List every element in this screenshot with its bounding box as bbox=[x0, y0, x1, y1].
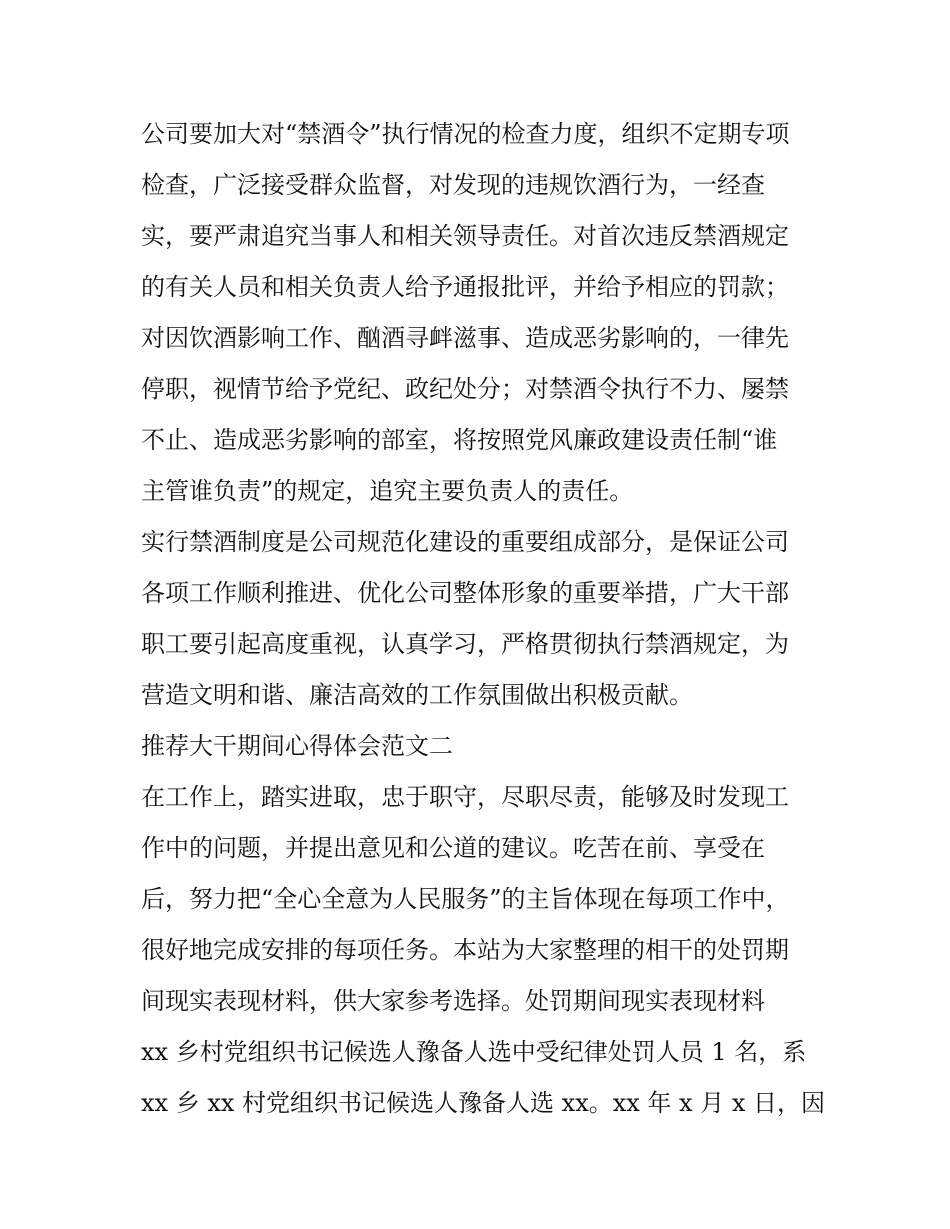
text-line-15: 作中的问题，并提出意见和公道的建议。吃苦在前、享受在 bbox=[141, 834, 765, 862]
text-line-3: 实，要严肃追究当事人和相关领导责任。对首次违反禁酒规定 bbox=[141, 222, 789, 250]
text-line-7: 不止、造成恶劣影响的部室，将按照党风廉政建设责任制“谁 bbox=[141, 426, 778, 454]
document-body bbox=[141, 109, 826, 1129]
text-line-17: 很好地完成安排的每项任务。本站为大家整理的相干的处罚期 bbox=[141, 936, 789, 964]
section-heading: 推荐大干期间心得体会范文二 bbox=[141, 732, 453, 760]
text-line-9: 实行禁酒制度是公司规范化建设的重要组成部分，是保证公司 bbox=[141, 528, 789, 556]
text-line-6: 停职，视情节给予党纪、政纪处分；对禁酒令执行不力、屡禁 bbox=[141, 375, 789, 403]
text-line-1: 公司要加大对“禁酒令”执行情况的检查力度，组织不定期专项 bbox=[141, 120, 790, 148]
text-line-14: 在工作上，踏实进取，忠于职守，尽职尽责，能够及时发现工 bbox=[141, 783, 789, 811]
text-line-8: 主管谁负责”的规定，追究主要负责人的责任。 bbox=[141, 477, 634, 505]
text-line-10: 各项工作顺利推进、优化公司整体形象的重要举措，广大干部 bbox=[141, 579, 789, 607]
text-line-16: 后，努力把“全心全意为人民服务”的主旨体现在每项工作中， bbox=[141, 885, 790, 913]
text-line-18: 间现实表现材料，供大家参考选择。处罚期间现实表现材料 bbox=[141, 987, 765, 1015]
text-line-4: 的有关人员和相关负责人给予通报批评，并给予相应的罚款； bbox=[141, 273, 789, 301]
text-line-5: 对因饮酒影响工作、酗酒寻衅滋事、造成恶劣影响的，一律先 bbox=[141, 324, 789, 352]
text-line-19: xx 乡村党组织书记候选人豫备人选中受纪律处罚人员 1 名，系 bbox=[141, 1038, 807, 1066]
text-line-2: 检查，广泛接受群众监督，对发现的违规饮酒行为，一经查 bbox=[141, 171, 765, 199]
text-line-12: 营造文明和谐、廉洁高效的工作氛围做出积极贡献。 bbox=[141, 681, 693, 709]
text-line-11: 职工要引起高度重视，认真学习，严格贯彻执行禁酒规定，为 bbox=[141, 630, 789, 658]
text-line-20: xx 乡 xx 村党组织书记候选人豫备人选 xx。xx 年 x 月 x 日，因 bbox=[141, 1089, 826, 1117]
